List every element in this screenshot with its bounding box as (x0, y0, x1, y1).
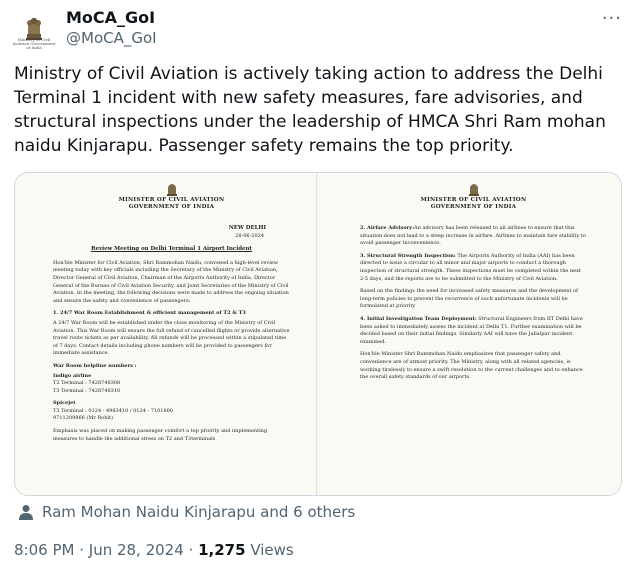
emblem-icon (53, 179, 290, 197)
doc-helpline-heading: War Room helpline numbers : (53, 362, 137, 369)
doc-p2-body: An advisory has been released to all airlines to ensure that this situation does not lead to a steep increase in airfare. Airlines to maintain fare stability to avoid passenger inconvenience. (360, 225, 587, 247)
doc-p4-label: 4. Initial Investigation Team Deployment: (360, 315, 477, 322)
doc-title: Review Meeting on Delhi Terminal 1 Airport Incident (91, 246, 252, 253)
account-names (66, 8, 157, 48)
doc-airline1: Indigo airline (53, 372, 92, 379)
tweet-meta (14, 541, 294, 559)
display-name[interactable]: MoCA_GoI (66, 8, 156, 27)
doc-airline2-line2: 9711209866 (Mr Rohit) (53, 415, 114, 422)
person-icon (18, 504, 34, 520)
avatar[interactable] (14, 8, 54, 48)
tweet-time[interactable]: 8:06 PM (14, 541, 75, 559)
doc-findings: Based on the findings the need for increased safety measures and the development of long-term policies to prevent the recurrence of such unfortunate incidents will be formulated at priority (360, 288, 578, 310)
doc-p3-label: 3. Structural Strength Inspection: (360, 252, 456, 259)
doc-p2-label: 2. Airfare Advisory: (360, 225, 415, 231)
liked-by-text: Ram Mohan Naidu Kinjarapu and 6 others (42, 503, 356, 521)
tweet-date[interactable]: Jun 28, 2024 (88, 541, 184, 559)
doc-intro: Hon'ble Minister for Civil Aviation, Shri Rammohan Naidu, convened a high-level review meeting today with key officials including the Secretary of the Ministry of Civil Aviation, Director General of Civil Aviation, Chairman of the Airports Authority of India, Director General of the Bureau of Civil Aviation Security, and Joint Secretaries of the Ministry of Civil Aviation. In the meeting, the following decisions were made to address the ongoing situation and ensure the safety and convenience of passengers: (53, 259, 289, 304)
doc-p4-body: Structural Engineers from IIT Delhi have been asked to immediately assess the incident at Delhi T1. Further examination will be decided based on their initial findings. Similarly AAI will have the Jabalpur incident examined. (360, 315, 583, 345)
tweet-header (14, 6, 630, 50)
doc-section1-heading: 1. 24/7 War Room Establishment & efficient management of T2 & T3 (53, 310, 246, 317)
doc-p3-body: The Airports Authority of India (AAI) has been directed to issue a circular to all minor and major airports to conduct a thorough inspection of structural strength. These inspections must be completed within the next 2-5 days, and the reports are to be submitted to the Ministry of Civil Aviation. (360, 252, 581, 282)
doc-org-line1: MINISTER OF CIVIL AVIATION (118, 197, 225, 203)
doc-org-line2: GOVERNMENT OF INDIA (128, 204, 215, 210)
meta-separator: · (74, 541, 89, 559)
tweet-text: Ministry of Civil Aviation is actively taking action to address the Delhi Terminal 1 incident with new safety measures, fare advisories, and structural inspections under the leadership of HMCA Shri Ram mohan naidu Kinjarapu. Passenger safety remains the top priority. (14, 64, 606, 156)
doc-place: NEW DELHI (228, 225, 266, 231)
liked-by[interactable] (18, 503, 355, 521)
meta-separator: · (183, 541, 199, 559)
doc-airfare-advisory (360, 225, 587, 248)
views-label: Views (245, 541, 294, 559)
doc-closing-statement: Hon'ble Minister Shri Rammohan Naidu emphasizes that passenger safety and convenience are of utmost priority. The Ministry, along with all related agencies, is working tirelessly to ensure a swift resolution to the current challenges and to enhance the overall safety standards of our airports. (360, 351, 583, 381)
doc-closing: Emphasis was placed on making passenger comfort a top priority and implementing measures to handle the additional stress on T2 and T3terminals (53, 428, 268, 442)
handle[interactable]: @MoCA_GoI (66, 29, 157, 47)
document-page-2 (318, 173, 621, 495)
more-options-icon[interactable]: ··· (601, 8, 622, 29)
doc-airline2-line1: T3 Terminal : 0124 - 4983410 / 0124 - 7101600 (53, 407, 173, 414)
doc-org-line1: MINISTER OF CIVIL AVIATION (420, 197, 527, 203)
doc-org-line2: GOVERNMENT OF INDIA (430, 204, 517, 210)
doc-airline1-line2: T3 Terminal : 7428748310 (53, 387, 121, 394)
doc-airline2: Spicejet (53, 400, 76, 407)
media-image[interactable] (14, 172, 622, 496)
views-count: 1,275 (198, 541, 246, 559)
document-page-1 (15, 173, 317, 495)
doc-date: 28-06-2024 (235, 232, 264, 239)
doc-airline1-line1: T2 Terminal : 7428748308 (53, 380, 121, 387)
emblem-icon (360, 179, 587, 197)
doc-investigation-team (360, 316, 587, 346)
avatar-caption: Ministry of Civil Aviation Government of India (12, 37, 56, 50)
doc-structural-inspection (360, 253, 587, 283)
doc-section1-body: A 24/7 War Room will be established under the close monitoring of the Ministry of Civil Aviation. This War Room will ensure the full refund of cancelled flights or provide alternative travel route tickets as per availability. All refunds will be processed within a stipulated time of 7 days. Contact details including phone numbers will be provided to passengers for immediate assistance. (53, 319, 290, 357)
